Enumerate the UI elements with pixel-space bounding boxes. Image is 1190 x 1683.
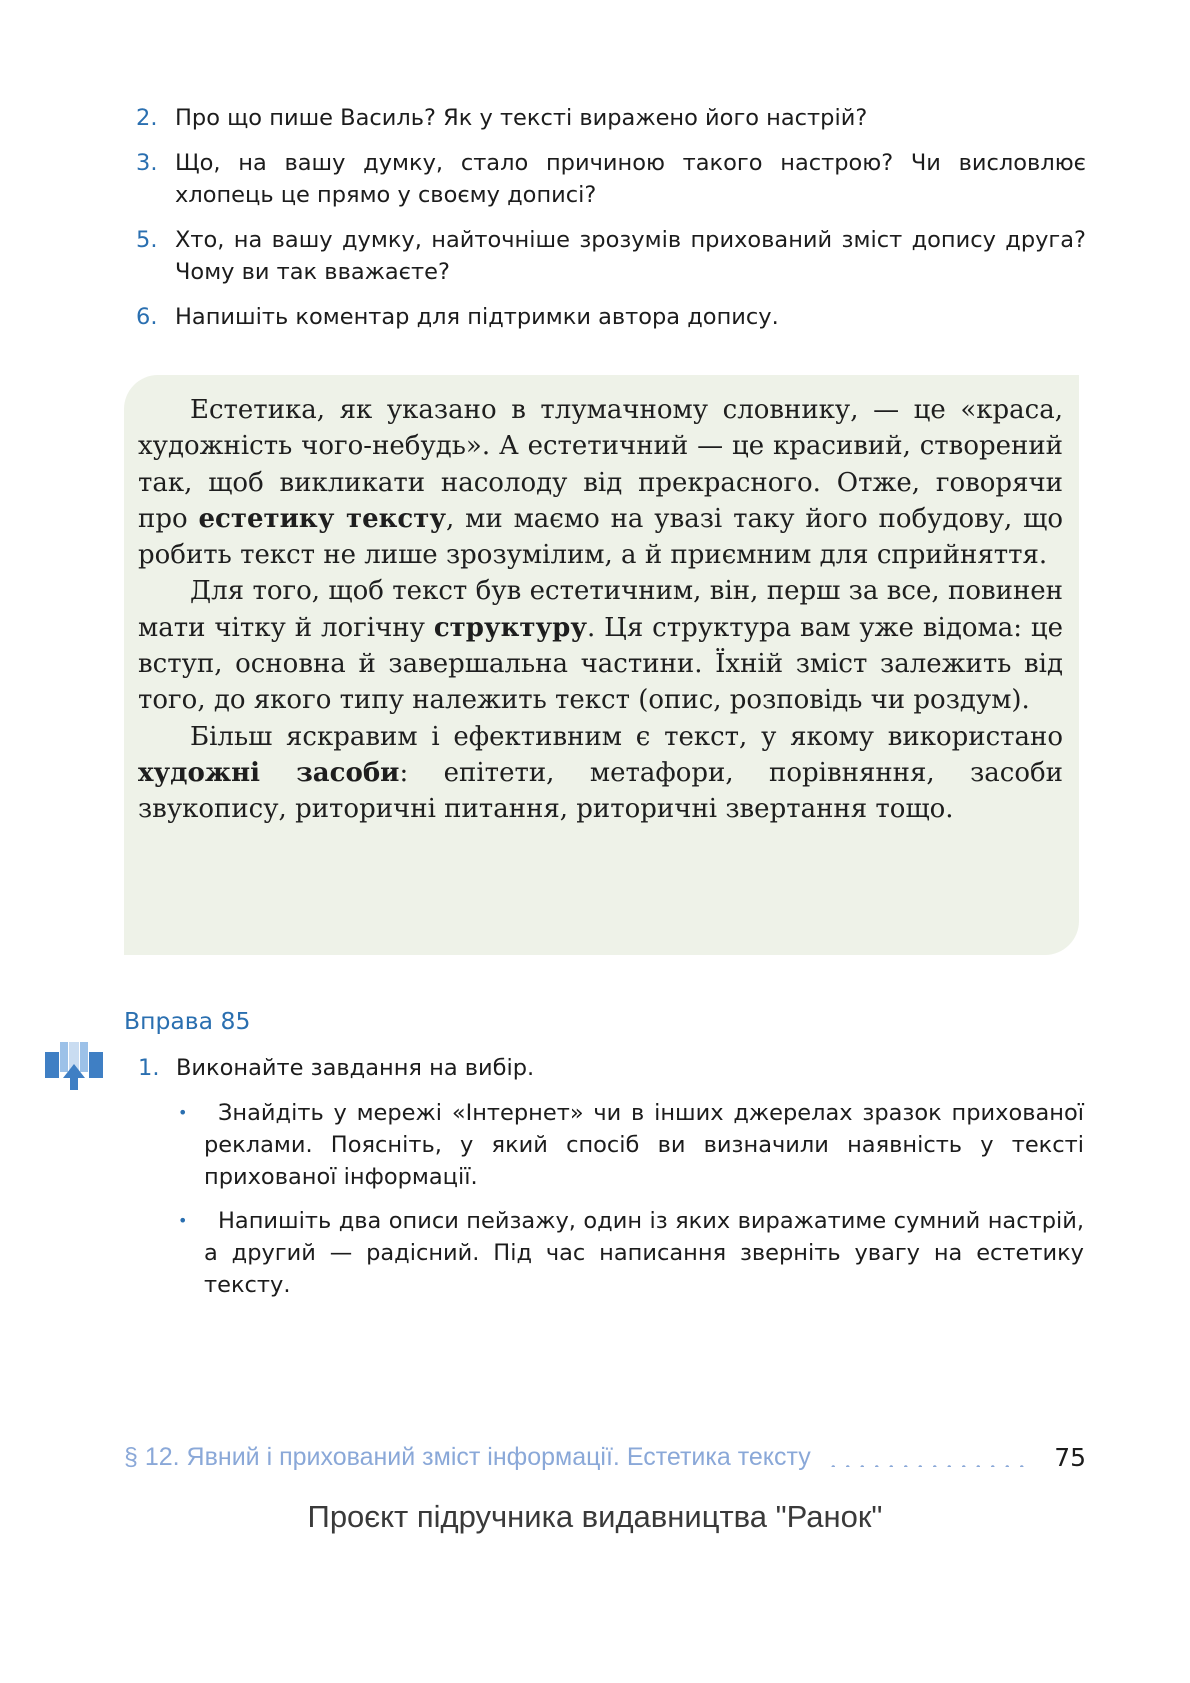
- watermark-text: Проєкт підручника видавництва "Ранок": [307, 1499, 883, 1534]
- question-number: 6.: [136, 304, 158, 330]
- question-text: Хто, на вашу думку, найточніше зрозумів прихований зміст допису друга? Чому ви так вважаєте?: [175, 227, 1086, 285]
- bullet-item: [174, 1097, 1084, 1193]
- theory-text-run: . Ця структура вам уже відома: це вступ, основна й завершальна частини. Їхній зміст залежить від того, до якого типу належить текст (опис, розповідь чи роздум).: [138, 612, 1064, 716]
- exercise-icon: [45, 1042, 103, 1106]
- theory-text-run: Більш яскравим і ефективним є текст, у якому використано: [190, 721, 1063, 752]
- bullet-icon: •: [178, 1103, 188, 1122]
- theory-term: структуру: [433, 612, 587, 643]
- theory-term: художні засоби: [138, 757, 400, 788]
- task-text: Виконайте завдання на вибір.: [176, 1055, 535, 1081]
- question-number: 2.: [136, 105, 158, 131]
- task-number: 1.: [138, 1055, 160, 1081]
- page-number: 75: [1054, 1443, 1086, 1472]
- question-number: 5.: [136, 227, 158, 253]
- theory-text-run: , ми маємо на увазі таку його побудову, що робить текст не лише зрозумілим, а й приємним для сприйняття.: [138, 503, 1064, 571]
- bullet-text: Напишіть два описи пейзажу, один із яких виражатиме сумний настрій, а другий — радісний. Під час написання зверніть увагу на естетику тексту.: [204, 1208, 1084, 1298]
- task-bullets: [174, 1097, 1084, 1313]
- theory-text-run: Естетика, як указано в тлумачному словнику, — це «краса, художність чого-небудь». А естетичний — це красивий, створений так, щоб викликати насолоду від прекрасного. Отже, говорячи про: [138, 395, 1063, 534]
- theory-paragraph: [138, 573, 1063, 718]
- question-number: 3.: [136, 150, 158, 176]
- exercise-title: Вправа 85: [124, 1007, 251, 1035]
- questions-list: [136, 102, 1086, 346]
- task-item: [138, 1055, 534, 1081]
- bullet-text: Знайдіть у мережі «Інтернет» чи в інших джерелах зразок прихованої реклами. Поясніть, у який спосіб ви визначили наявність у тексті прихованої інформації.: [204, 1100, 1084, 1190]
- bullet-icon: •: [178, 1211, 188, 1230]
- question-text: Напишіть коментар для підтримки автора допису.: [175, 304, 779, 330]
- question-item: [136, 224, 1086, 288]
- footer-section-title: § 12. Явний і прихований зміст інформації. Естетика тексту: [124, 1443, 811, 1471]
- theory-paragraph: [138, 719, 1063, 828]
- question-text: Про що пише Василь? Як у тексті виражено його настрій?: [175, 105, 868, 131]
- footer-dot-leader: [826, 1447, 1026, 1467]
- theory-text-run: : епітети, метафори, порівняння, засоби звукопису, риторичні питання, риторичні звертання тощо.: [138, 757, 1063, 825]
- question-item: [136, 301, 1086, 333]
- theory-term: естетику тексту: [198, 503, 447, 534]
- page-footer: [124, 1443, 1086, 1483]
- question-item: [136, 147, 1086, 211]
- theory-text-run: Для того, щоб текст був естетичним, він, перш за все, повинен мати чітку й логічну: [138, 576, 1063, 643]
- question-item: [136, 102, 1086, 134]
- theory-paragraph: [138, 392, 1063, 573]
- question-text: Що, на вашу думку, стало причиною такого настрою? Чи висловлює хлопець це прямо у своєму дописі?: [175, 150, 1086, 208]
- theory-text: [138, 392, 1063, 828]
- bullet-item: [174, 1205, 1084, 1301]
